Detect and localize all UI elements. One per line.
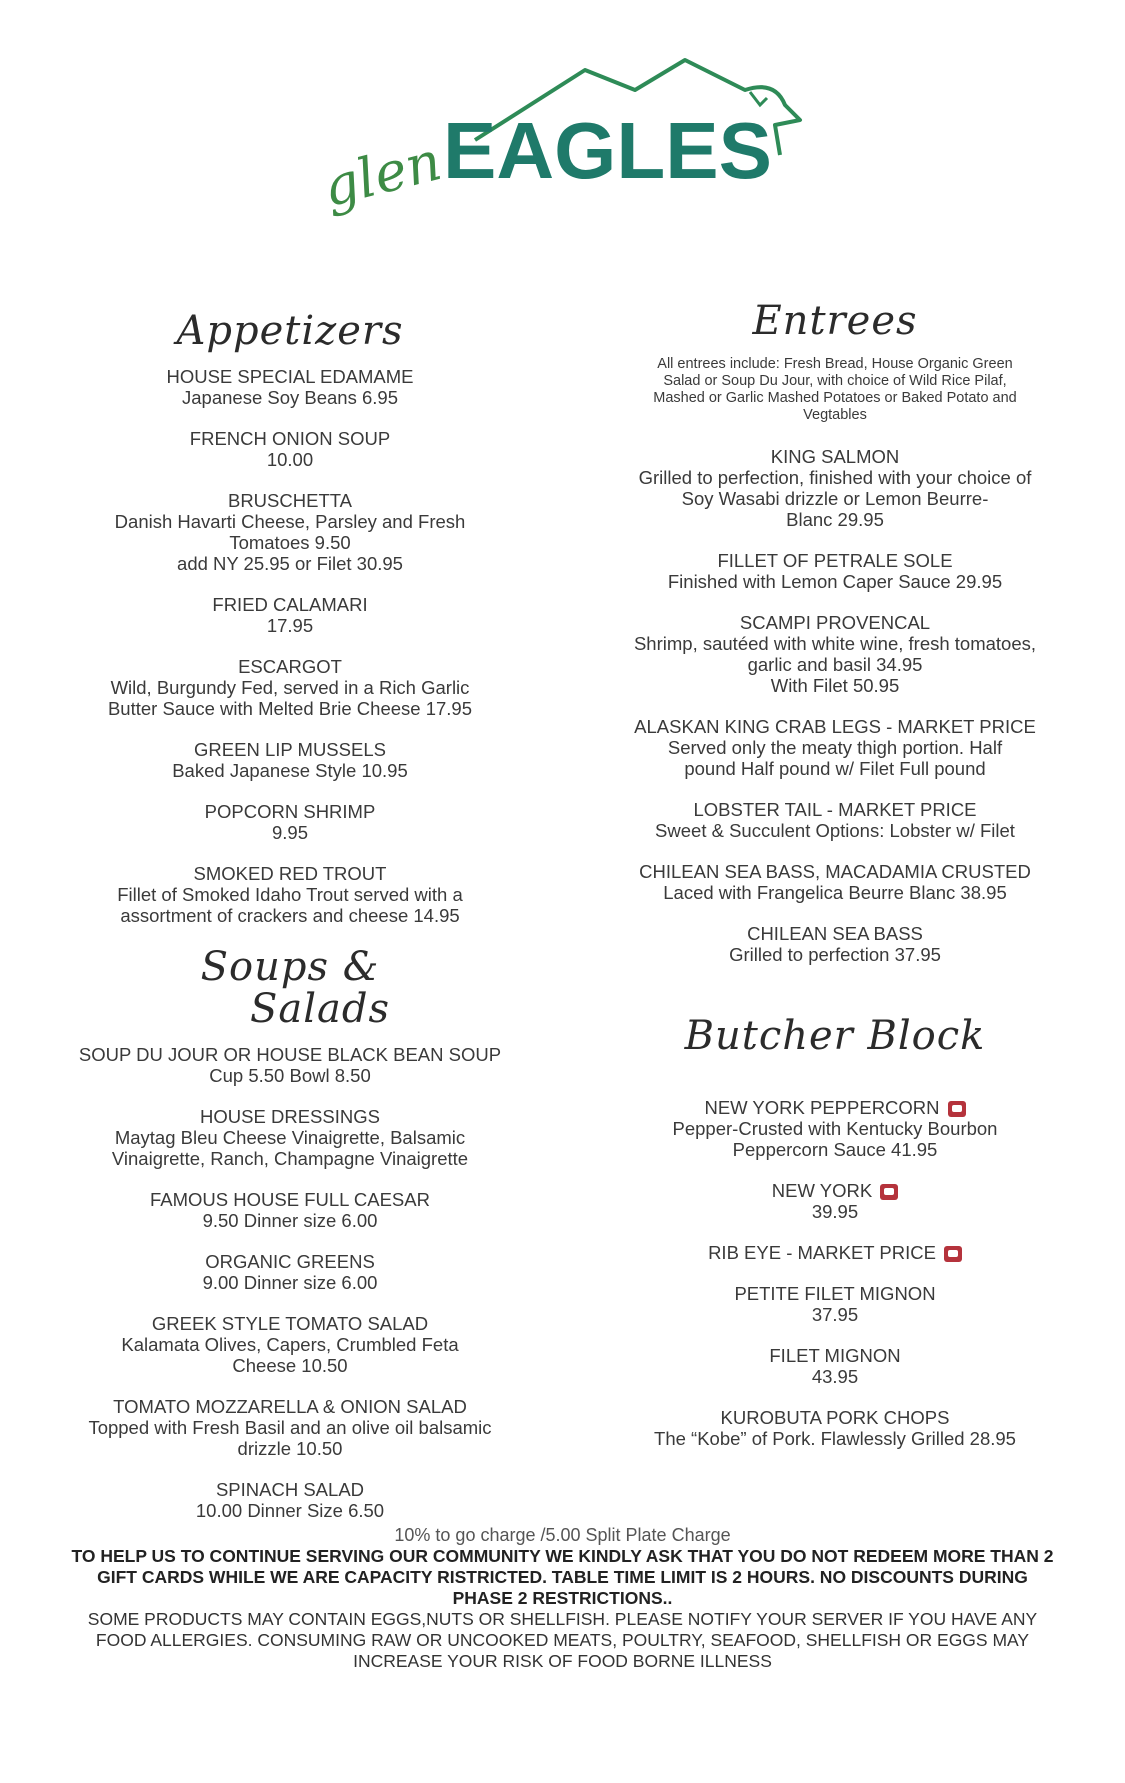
menu-item-description: Cup 5.50 Bowl 8.50 [209,1065,371,1086]
glen-eagles-logo [316,60,855,240]
butcher-heading: Butcher Block [684,1013,986,1059]
soups-list [70,1044,510,1521]
butcher-list [610,1097,1060,1449]
soup-salad-item [70,1313,510,1376]
menu-item-description: 43.95 [811,1366,859,1387]
menu-item-description: 17.95 [266,615,314,636]
menu-item-name: SPINACH SALAD [215,1479,365,1500]
menu-item-description: 9.00 Dinner size 6.00 [202,1272,378,1293]
soup-salad-item [70,1479,510,1521]
menu-item-name: KING SALMON [770,446,900,467]
menu-item-name: ESCARGOT [238,656,342,677]
menu-item-description: pound Half pound w/ Filet Full pound [684,758,986,779]
soups-heading-2: Salads [249,986,391,1032]
menu-item-description: 10.00 Dinner Size 6.50 [195,1500,385,1521]
menu-item-description: drizzle 10.50 [237,1438,343,1459]
menu-item-description: Fillet of Smoked Idaho Trout served with a [117,884,463,905]
capacity-notice: TO HELP US TO CONTINUE SERVING OUR COMMUNITY WE KINDLY ASK THAT YOU DO NOT REDEEM MORE THAN 2 GIFT CARDS WHILE WE ARE CAPACITY RISTRICTED. TABLE TIME LIMIT IS 2 HOURS. NO DISCOUNTS DURING PHASE 2 RESTRICTIONS.. [71,1546,1054,1608]
menu-item-name: GREEK STYLE TOMATO SALAD [151,1313,429,1334]
menu-item-name: POPCORN SHRIMP [204,801,376,822]
menu-item-description: Grilled to perfection 37.95 [729,944,941,965]
menu-item-name: ALASKAN KING CRAB LEGS - MARKET PRICE [634,716,1036,737]
beef-icon [880,1184,898,1200]
menu-item-name: TOMATO MOZZARELLA & ONION SALAD [113,1396,467,1417]
butcher-item [610,1242,1060,1263]
menu-item-name: NEW YORK PEPPERCORN [610,1097,1060,1118]
soup-salad-item [70,1189,510,1231]
menu-item-description: Japanese Soy Beans 6.95 [182,387,398,408]
soup-salad-item [70,1396,510,1459]
menu-item-name: PETITE FILET MIGNON [734,1283,936,1304]
entree-item [610,612,1060,696]
soup-salad-item [70,1044,510,1086]
entree-item [610,716,1060,779]
menu-item-description: 9.50 Dinner size 6.00 [202,1210,378,1231]
menu-item-name: FRIED CALAMARI [212,594,368,615]
soup-salad-item [70,1251,510,1293]
appetizer-item [70,490,510,574]
menu-item-description: Topped with Fresh Basil and an olive oil balsamic [88,1417,492,1438]
menu-item-description: Soy Wasabi drizzle or Lemon Beurre- [681,488,989,509]
allergy-notice: SOME PRODUCTS MAY CONTAIN EGGS,NUTS OR SHELLFISH. PLEASE NOTIFY YOUR SERVER IF YOU HAVE ANY FOOD ALLERGIES. CONSUMING RAW OR UNCOOKED MEATS, POULTRY, SEAFOOD, SHELLFISH OR EGGS MAY INCREASE YOUR RISK OF FOOD BORNE ILLNESS [87,1609,1038,1671]
menu-item-description: 9.95 [271,822,308,843]
entree-item [610,799,1060,841]
menu-item-description: add NY 25.95 or Filet 30.95 [177,553,403,574]
menu-item-name: RIB EYE - MARKET PRICE [610,1242,1060,1263]
menu-item-name: ORGANIC GREENS [205,1251,375,1272]
logo-glen: glen [316,129,448,220]
beef-icon [948,1101,966,1117]
appetizer-item [70,428,510,470]
menu-item-description: The “Kobe” of Pork. Flawlessly Grilled 28.95 [654,1428,1016,1449]
menu-item-description: Shrimp, sautéed with white wine, fresh tomatoes, [633,633,1037,654]
menu-item-name: CHILEAN SEA BASS [747,923,923,944]
menu-item-description: Sweet & Succulent Options: Lobster w/ Filet [655,820,1015,841]
menu-item-description: Danish Havarti Cheese, Parsley and Fresh [114,511,466,532]
entree-item [610,550,1060,592]
menu-item-description: Tomatoes 9.50 [229,532,351,553]
menu-item-description: Finished with Lemon Caper Sauce 29.95 [667,571,1003,592]
menu-item-description: Vinaigrette, Ranch, Champagne Vinaigrette [111,1148,469,1169]
right-column [610,300,1060,1469]
appetizers-list [70,366,510,926]
appetizer-item [70,656,510,719]
entree-item [610,861,1060,903]
menu-item-description: Baked Japanese Style 10.95 [172,760,408,781]
menu-item-description: Laced with Frangelica Beurre Blanc 38.95 [663,882,1007,903]
menu-item-description: Blanc 29.95 [786,509,884,530]
entree-item [610,923,1060,965]
entree-item [610,446,1060,530]
menu-item-description: Butter Sauce with Melted Brie Cheese 17.95 [107,698,473,719]
menu-item-description: Grilled to perfection, finished with your choice of [638,467,1032,488]
menu-item-name: SCAMPI PROVENCAL [739,612,931,633]
menu-item-name: FRENCH ONION SOUP [189,428,391,449]
menu-item-name: HOUSE DRESSINGS [200,1106,380,1127]
butcher-item [610,1097,1060,1160]
menu-item-description: Kalamata Olives, Capers, Crumbled Feta [121,1334,459,1355]
menu-item-name: BRUSCHETTA [227,490,353,511]
logo-eagles: EAGLES [443,106,772,195]
menu-item-description: Cheese 10.50 [232,1355,348,1376]
menu-item-description: Pepper-Crusted with Kentucky Bourbon [672,1118,998,1139]
footer [70,1525,1055,1672]
appetizer-item [70,801,510,843]
menu-item-name: LOBSTER TAIL - MARKET PRICE [693,799,977,820]
menu-item-description: 39.95 [811,1201,859,1222]
charge-note: 10% to go charge /5.00 Split Plate Charge [394,1525,731,1545]
menu-item-description: garlic and basil 34.95 [747,654,923,675]
butcher-item [610,1407,1060,1449]
menu-item-description: 37.95 [811,1304,859,1325]
menu-item-description: assortment of crackers and cheese 14.95 [120,905,460,926]
menu-item-description: Peppercorn Sauce 41.95 [732,1139,938,1160]
menu-item-description: With Filet 50.95 [770,675,900,696]
left-column [70,310,510,1541]
entrees-heading: Entrees [752,298,918,344]
appetizer-item [70,594,510,636]
soup-salad-item [70,1106,510,1169]
menu-item-description: Served only the meaty thigh portion. Half [667,737,1003,758]
appetizers-heading: Appetizers [176,308,404,354]
menu-item-name: FILLET OF PETRALE SOLE [717,550,953,571]
butcher-item [610,1283,1060,1325]
appetizer-item [70,863,510,926]
entrees-list [610,446,1060,965]
menu-item-name: HOUSE SPECIAL EDAMAME [166,366,414,387]
menu-item-name: KUROBUTA PORK CHOPS [720,1407,950,1428]
menu-item-name: GREEN LIP MUSSELS [194,739,386,760]
menu-item-name: SMOKED RED TROUT [193,863,387,884]
menu-item-description: Maytag Bleu Cheese Vinaigrette, Balsamic [114,1127,466,1148]
butcher-item [610,1345,1060,1387]
menu-item-name: CHILEAN SEA BASS, MACADAMIA CRUSTED [639,861,1031,882]
soups-heading-1: Soups & [200,944,380,990]
menu-item-name: FAMOUS HOUSE FULL CAESAR [150,1189,430,1210]
appetizer-item [70,366,510,408]
butcher-item [610,1180,1060,1222]
menu-item-name: NEW YORK [610,1180,1060,1201]
appetizer-item [70,739,510,781]
menu-item-name: FILET MIGNON [769,1345,901,1366]
menu-item-description: 10.00 [266,449,314,470]
entrees-intro: All entrees include: Fresh Bread, House Organic Green Salad or Soup Du Jour, with choice of Wild Rice Pilaf, Mashed or Garlic Mashed Potatoes or Baked Potato and Vegtables [653,356,1017,423]
menu-item-name: SOUP DU JOUR OR HOUSE BLACK BEAN SOUP [78,1044,502,1065]
beef-icon [944,1246,962,1262]
menu-item-description: Wild, Burgundy Fed, served in a Rich Garlic [110,677,470,698]
